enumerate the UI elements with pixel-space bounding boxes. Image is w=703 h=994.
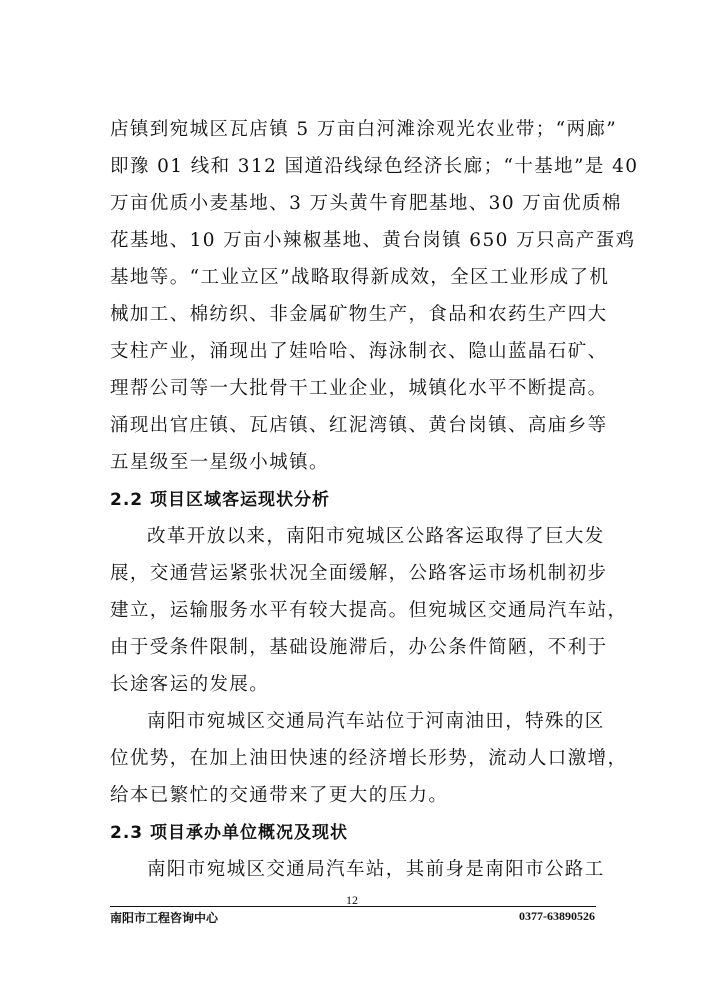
body-line: 万亩优质小麦基地、3 万头黄牛育肥基地、30 万亩优质棉 [110,193,622,214]
body-line: 花基地、10 万亩小辣椒基地、黄台岗镇 650 万只高产蛋鸡 [110,230,636,251]
section-heading-2-3: 2.3 项目承办单位概况及现状 [110,823,349,843]
body-line: 由于受条件限制，基础设施滞后，办公条件简陋，不利于 [110,637,608,658]
page-number: 12 [346,893,358,907]
body-line: 给本已繁忙的交通带来了更大的压力。 [110,785,449,806]
footer-organization: 南阳市工程咨询中心 [110,911,219,925]
body-line: 基地等。“工业立区”战略取得新成效，全区工业形成了机 [110,267,610,288]
body-line: 长途客运的发展。 [110,674,270,695]
body-line: 械加工、棉纺织、非金属矿物生产，食品和农药生产四大 [110,304,608,325]
body-line: 南阳市宛城区交通局汽车站，其前身是南阳市公路工 [147,859,605,880]
body-line: 涌现出官庄镇、瓦店镇、红泥湾镇、黄台岗镇、高庙乡等 [110,415,608,436]
body-line: 改革开放以来，南阳市宛城区公路客运取得了巨大发 [147,526,605,547]
body-line: 即豫 01 线和 312 国道沿线绿色经济长廊；“十基地”是 40 [110,156,639,177]
footer-phone: 0377-63890526 [519,909,595,923]
body-line: 展，交通营运紧张状况全面缓解，公路客运市场机制初步 [110,563,608,584]
section-heading-2-2: 2.2 项目区域客运现状分析 [110,490,331,510]
body-line: 位优势，在加上油田快速的经济增长形势，流动人口激增， [110,748,628,769]
body-line: 理帮公司等一大批骨干工业企业，城镇化水平不断提高。 [110,378,608,399]
footer-divider [110,906,596,907]
body-line: 南阳市宛城区交通局汽车站位于河南油田，特殊的区 [147,711,605,732]
body-line: 支柱产业，涌现出了娃哈哈、海泳制衣、隐山蓝晶石矿、 [110,341,608,362]
body-line: 店镇到宛城区瓦店镇 5 万亩白河滩涂观光农业带；“两廊” [110,119,618,140]
body-line: 建立，运输服务水平有较大提高。但宛城区交通局汽车站， [110,600,628,621]
body-line: 五星级至一星级小城镇。 [110,452,329,473]
